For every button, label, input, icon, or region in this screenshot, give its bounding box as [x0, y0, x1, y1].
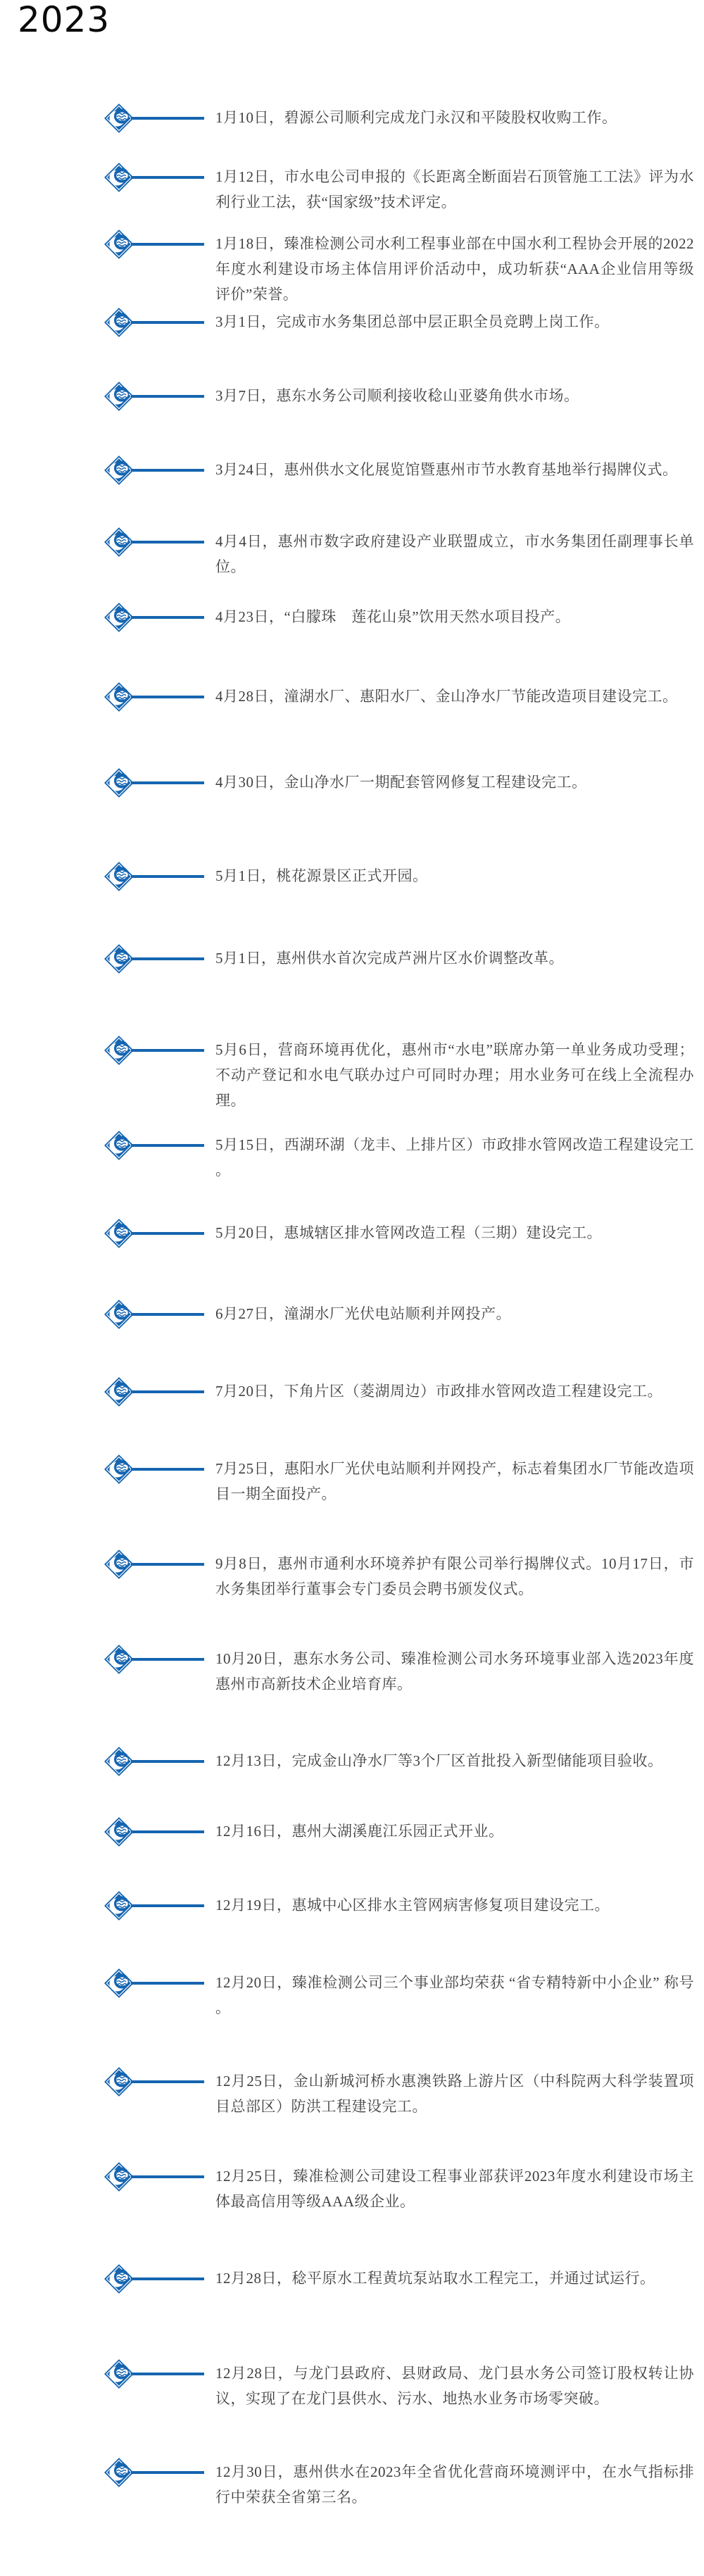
timeline-entry — [103, 1453, 704, 1507]
timeline-connector-line — [131, 2471, 204, 2474]
timeline-entry — [103, 2263, 704, 2295]
timeline-entry-text: 4月4日，惠州市数字政府建设产业联盟成立，市水务集团任副理事长单位。 — [215, 533, 694, 575]
timeline-entry-text: 5月6日，营商环境再优化，惠州市“水电”联席办第一单业务成功受理；不动产登记和水电气联办过户可同时办理；用水业务可在线上全流程办理。 — [215, 1041, 694, 1109]
timeline-entry — [103, 1745, 704, 1778]
timeline-entry-text: 1月18日，臻准检测公司水利工程事业部在中国水利工程协会开展的2022年度水利建设市场主体信用评价活动中，成功斩获“AAA企业信用等级评价”荣誉。 — [215, 235, 694, 303]
timeline-entry-text: 12月28日，与龙门县政府、县财政局、龙门县水务公司签订股权转让协议，实现了在龙门县供水、污水、地热水业务市场零突破。 — [215, 2365, 694, 2407]
timeline-entry — [103, 526, 704, 579]
timeline-connector-line — [131, 1049, 204, 1052]
timeline-entry — [103, 161, 704, 215]
timeline-connector-line — [131, 781, 204, 784]
timeline-entry-text: 4月23日，“白朦珠 莲花山泉”饮用天然水项目投产。 — [215, 608, 571, 625]
timeline-entry-text: 5月1日，桃花源景区正式开园。 — [215, 867, 428, 884]
timeline-connector-line — [131, 1830, 204, 1833]
timeline-entry — [103, 1376, 704, 1408]
timeline-connector-line — [131, 1390, 204, 1393]
timeline-entry-text: 12月19日，惠城中心区排水主管网病害修复项目建设完工。 — [215, 1897, 610, 1914]
timeline-connector-line — [131, 243, 204, 246]
timeline-entry — [103, 1034, 704, 1113]
timeline-connector-line — [131, 616, 204, 619]
timeline-entry-text: 7月25日，惠阳水厂光伏电站顺利并网投产，标志着集团水厂节能改造项目一期全面投产。 — [215, 1460, 694, 1502]
timeline-entry-text: 4月28日，潼湖水厂、惠阳水厂、金山净水厂节能改造项目建设完工。 — [215, 688, 678, 705]
timeline-entry — [103, 943, 704, 975]
timeline-connector-line — [131, 1982, 204, 1985]
timeline-connector-line — [131, 2080, 204, 2083]
timeline-connector-line — [131, 957, 204, 960]
timeline-entry — [103, 601, 704, 634]
timeline-entry — [103, 1816, 704, 1848]
timeline-connector-line — [131, 1904, 204, 1907]
timeline-entry — [103, 380, 704, 413]
timeline-entry — [103, 767, 704, 799]
timeline-entry-text: 1月10日，碧源公司顺利完成龙门永汉和平陵股权收购工作。 — [215, 109, 617, 126]
timeline-entry — [103, 860, 704, 893]
timeline-entry — [103, 1643, 704, 1697]
timeline-connector-line — [131, 176, 204, 179]
timeline-entry — [103, 1298, 704, 1331]
timeline-entry — [103, 228, 704, 307]
timeline-connector-line — [131, 2373, 204, 2375]
timeline-connector-line — [131, 2175, 204, 2178]
timeline-entry-text: 12月25日，金山新城河桥水惠澳铁路上游片区（中科院两大科学装置项目总部区）防洪工程建设完工。 — [215, 2073, 694, 2115]
timeline-entry — [103, 1129, 704, 1183]
timeline-entry — [103, 2358, 704, 2411]
timeline-connector-line — [131, 1468, 204, 1471]
timeline-connector-line — [131, 1760, 204, 1763]
timeline-connector-line — [131, 2277, 204, 2280]
timeline-entry-text: 5月1日，惠州供水首次完成芦洲片区水价调整改革。 — [215, 950, 564, 967]
timeline-entry-text: 5月20日，惠城辖区排水管网改造工程（三期）建设完工。 — [215, 1224, 602, 1241]
timeline-connector-line — [131, 1313, 204, 1316]
timeline-connector-line — [131, 469, 204, 472]
timeline-entry — [103, 102, 704, 134]
timeline-entry-text: 6月27日，潼湖水厂光伏电站顺利并网投产。 — [215, 1305, 511, 1322]
timeline-entry — [103, 306, 704, 339]
timeline-entry-text: 10月20日，惠东水务公司、臻准检测公司水务环境事业部入选2023年度惠州市高新技术企业培育库。 — [215, 1650, 694, 1692]
timeline-connector-line — [131, 875, 204, 878]
timeline-entry-text: 12月16日，惠州大湖溪鹿江乐园正式开业。 — [215, 1823, 504, 1840]
timeline-entry-text: 12月25日，臻准检测公司建设工程事业部获评2023年度水利建设市场主体最高信用等级AAA级企业。 — [215, 2168, 694, 2210]
timeline-entry — [103, 1217, 704, 1250]
timeline-entry-text: 3月24日，惠州供水文化展览馆暨惠州市节水教育基地举行揭牌仪式。 — [215, 461, 678, 478]
timeline-entry-text: 1月12日，市水电公司申报的《长距离全断面岩石顶管施工工法》评为水利行业工法，获“国家级”技术评定。 — [215, 168, 694, 211]
timeline-entry — [103, 1890, 704, 1922]
timeline-entry-text: 12月30日，惠州供水在2023年全省优化营商环境测评中，在水气指标排行中荣获全省第三名。 — [215, 2463, 694, 2506]
timeline-connector-line — [131, 395, 204, 398]
timeline-entry — [103, 2456, 704, 2510]
timeline-entry — [103, 1548, 704, 1602]
timeline-entry — [103, 2161, 704, 2214]
timeline-entry-text: 3月1日，完成市水务集团总部中层正职全员竞聘上岗工作。 — [215, 313, 610, 330]
timeline-connector-line — [131, 1563, 204, 1566]
timeline-entry-text: 7月20日，下角片区（菱湖周边）市政排水管网改造工程建设完工。 — [215, 1383, 662, 1400]
timeline-entry — [103, 2066, 704, 2119]
timeline-entry — [103, 454, 704, 486]
timeline-connector-line — [131, 541, 204, 544]
timeline-entry-text: 4月30日，金山净水厂一期配套管网修复工程建设完工。 — [215, 774, 587, 791]
timeline-entry-text: 3月7日，惠东水务公司顺利接收稔山亚婆角供水市场。 — [215, 387, 579, 404]
timeline-connector-line — [131, 1144, 204, 1147]
timeline-connector-line — [131, 1658, 204, 1661]
year-title: 2023 — [18, 0, 111, 40]
timeline-entry-text: 12月13日，完成金山净水厂等3个厂区首批投入新型储能项目验收。 — [215, 1752, 663, 1769]
timeline-entry-text: 12月28日，稔平原水工程黄坑泵站取水工程完工，并通过试运行。 — [215, 2270, 655, 2287]
timeline-entry-text: 5月15日，西湖环湖（龙丰、上排片区）市政排水管网改造工程建设完工。 — [215, 1136, 694, 1179]
timeline-connector-line — [131, 696, 204, 698]
timeline-entry-text: 12月20日，臻准检测公司三个事业部均荣获 “省专精特新中小企业” 称号。 — [215, 1974, 694, 2016]
timeline-connector-line — [131, 117, 204, 120]
timeline-entry — [103, 1967, 704, 2021]
timeline-connector-line — [131, 1232, 204, 1235]
timeline-connector-line — [131, 321, 204, 324]
timeline-entry — [103, 681, 704, 713]
timeline-entry-text: 9月8日，惠州市通利水环境养护有限公司举行揭牌仪式。10月17日，市水务集团举行董事会专门委员会聘书颁发仪式。 — [215, 1555, 694, 1597]
